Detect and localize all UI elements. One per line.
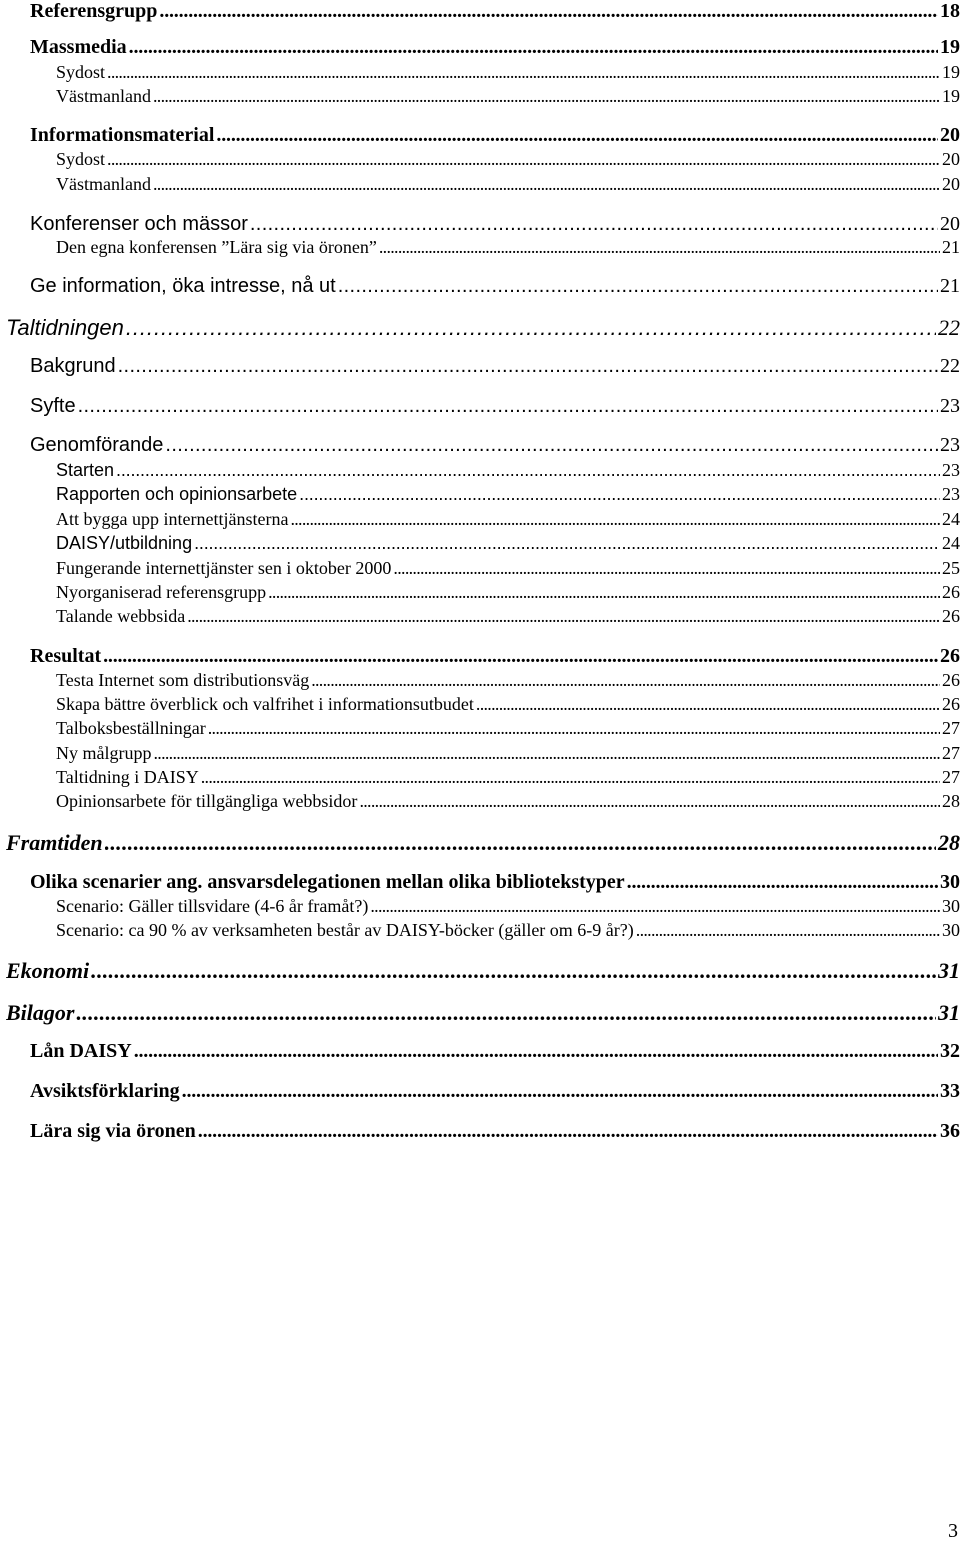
toc-entry-label: Sydost [56, 149, 106, 169]
dot-leader [76, 1000, 936, 1026]
toc-entry[interactable] [56, 670, 960, 691]
toc-entry[interactable] [6, 830, 960, 856]
toc-entry-label: Rapporten och opinionsarbete [56, 484, 298, 504]
toc-entry-page: 20 [940, 124, 960, 146]
toc-entry-label: Bilagor [6, 1000, 75, 1025]
toc-entry-label: Opinionsarbete för tillgängliga webbsidor [56, 791, 358, 811]
toc-entry-page: 28 [942, 791, 960, 811]
toc-entry-label: Lån DAISY [30, 1040, 132, 1062]
toc-entry[interactable] [30, 355, 960, 378]
toc-entry-page: 19 [942, 86, 960, 106]
toc-entry-label: Bakgrund [30, 355, 116, 377]
dot-leader [299, 484, 940, 505]
dot-leader [359, 791, 940, 812]
toc-entry-page: 23 [942, 484, 960, 504]
toc-entry-label: Ge information, öka intresse, nå ut [30, 275, 336, 297]
toc-entry[interactable] [30, 434, 960, 457]
toc-entry[interactable] [30, 213, 960, 236]
dot-leader [91, 958, 936, 984]
toc-entry-page: 27 [942, 767, 960, 787]
dot-leader [107, 62, 940, 83]
toc-entry-page: 21 [940, 275, 960, 297]
toc-entry[interactable] [56, 86, 960, 107]
toc-entry[interactable] [56, 694, 960, 715]
toc-entry-label: Den egna konferensen ”Lära sig via öronen” [56, 237, 377, 257]
dot-leader [103, 645, 938, 668]
toc-entry-page: 22 [938, 315, 960, 340]
dot-leader [165, 434, 938, 457]
toc-entry-page: 26 [940, 645, 960, 667]
toc-entry[interactable] [56, 718, 960, 739]
toc-entry[interactable] [30, 395, 960, 418]
toc-entry-page: 18 [940, 0, 960, 22]
page-number: 3 [948, 1520, 958, 1542]
dot-leader [250, 213, 938, 236]
toc-entry-label: Västmanland [56, 174, 151, 194]
toc-entry-page: 19 [942, 62, 960, 82]
toc-entry[interactable] [56, 920, 960, 941]
toc-entry[interactable] [30, 0, 960, 23]
toc-entry[interactable] [30, 645, 960, 668]
dot-leader [78, 395, 938, 418]
toc-entry[interactable] [56, 791, 960, 812]
toc-entry-page: 31 [938, 1000, 960, 1025]
toc-entry[interactable] [56, 509, 960, 530]
toc-entry[interactable] [56, 237, 960, 258]
toc-entry-page: 24 [942, 533, 960, 553]
dot-leader [187, 606, 940, 627]
dot-leader [636, 920, 940, 941]
toc-entry[interactable] [30, 1040, 960, 1063]
toc-entry-label: Fungerande internettjänster sen i oktober 2000 [56, 558, 392, 578]
toc-entry-page: 25 [942, 558, 960, 578]
toc-entry-label: Lära sig via öronen [30, 1120, 196, 1142]
toc-entry-page: 23 [940, 395, 960, 417]
dot-leader [379, 237, 940, 258]
dot-leader [105, 830, 936, 856]
toc-entry-label: Informationsmaterial [30, 124, 215, 146]
toc-entry-label: Olika scenarier ang. ansvarsdelegationen mellan olika bibliotekstyper [30, 871, 625, 893]
toc-entry-label: Genomförande [30, 434, 164, 456]
toc-entry-label: Skapa bättre överblick och valfrihet i informationsutbudet [56, 694, 474, 714]
toc-entry-label: Sydost [56, 62, 106, 82]
toc-entry-label: Massmedia [30, 36, 127, 58]
toc-entry-page: 19 [940, 36, 960, 58]
toc-entry[interactable] [56, 896, 960, 917]
toc-entry-page: 21 [942, 237, 960, 257]
toc-entry-label: Nyorganiserad referensgrupp [56, 582, 267, 602]
toc-entry[interactable] [56, 149, 960, 170]
dot-leader [201, 767, 940, 788]
toc-entry[interactable] [56, 533, 960, 554]
toc-entry-label: Syfte [30, 395, 76, 417]
toc-entry-label: Konferenser och mässor [30, 213, 248, 235]
dot-leader [153, 86, 940, 107]
dot-leader [208, 718, 940, 739]
toc-entry-page: 26 [942, 694, 960, 714]
toc-entry[interactable] [6, 958, 960, 984]
dot-leader [118, 355, 938, 378]
toc-entry-page: 20 [940, 213, 960, 235]
dot-leader [134, 1040, 938, 1063]
toc-entry-page: 30 [940, 871, 960, 893]
toc-entry-label: Referensgrupp [30, 0, 158, 22]
toc-entry-label: DAISY/utbildning [56, 533, 193, 553]
toc-entry[interactable] [56, 62, 960, 83]
dot-leader [116, 460, 940, 481]
toc-entry-label: Scenario: ca 90 % av verksamheten består av DAISY-böcker (gäller om 6-9 år?) [56, 920, 634, 940]
toc-entry[interactable] [56, 767, 960, 788]
toc-entry-label: Avsiktsförklaring [30, 1080, 180, 1102]
toc-entry-page: 30 [942, 920, 960, 940]
toc-entry[interactable] [30, 275, 960, 298]
toc-entry[interactable] [56, 743, 960, 764]
dot-leader [290, 509, 940, 530]
toc-entry-page: 24 [942, 509, 960, 529]
dot-leader [194, 533, 940, 554]
toc-entry-page: 27 [942, 718, 960, 738]
toc-entry-label: Västmanland [56, 86, 151, 106]
toc-entry-page: 26 [942, 582, 960, 602]
toc-entry[interactable] [56, 582, 960, 603]
dot-leader [476, 694, 940, 715]
toc-entry[interactable] [56, 606, 960, 627]
toc-entry-label: Talande webbsida [56, 606, 186, 626]
dot-leader [153, 743, 940, 764]
dot-leader [627, 871, 938, 894]
toc-entry-page: 26 [942, 670, 960, 690]
toc-entry-label: Ekonomi [6, 958, 90, 983]
toc-entry[interactable] [56, 174, 960, 195]
dot-leader [159, 0, 938, 23]
dot-leader [129, 36, 938, 59]
toc-entry[interactable] [30, 1120, 960, 1143]
toc-entry-label: Taltidning i DAISY [56, 767, 199, 787]
toc-entry[interactable] [30, 871, 960, 894]
toc-entry-label: Talboksbeställningar [56, 718, 206, 738]
dot-leader [216, 124, 938, 147]
toc-entry[interactable] [30, 124, 960, 147]
dot-leader [311, 670, 940, 691]
toc-entry-page: 20 [942, 149, 960, 169]
toc-entry-page: 27 [942, 743, 960, 763]
toc-entry-page: 23 [940, 434, 960, 456]
toc-entry[interactable] [30, 36, 960, 59]
toc-entry[interactable] [56, 460, 960, 481]
toc-entry-page: 20 [942, 174, 960, 194]
dot-leader [153, 174, 940, 195]
dot-leader [107, 149, 940, 170]
toc-entry-label: Resultat [30, 645, 102, 667]
dot-leader [126, 315, 936, 341]
toc-entry-page: 36 [940, 1120, 960, 1142]
toc-entry-page: 26 [942, 606, 960, 626]
toc-entry-page: 22 [940, 355, 960, 377]
toc-entry-page: 23 [942, 460, 960, 480]
toc-entry[interactable] [56, 558, 960, 579]
toc-entry-label: Ny målgrupp [56, 743, 152, 763]
toc-entry-page: 33 [940, 1080, 960, 1102]
dot-leader [338, 275, 938, 298]
dot-leader [182, 1080, 938, 1103]
toc-entry-label: Taltidningen [6, 315, 124, 340]
toc-entry[interactable] [30, 1080, 960, 1103]
toc-entry[interactable] [6, 315, 960, 341]
toc-entry-page: 28 [938, 830, 960, 855]
dot-leader [198, 1120, 938, 1143]
toc-entry-page: 32 [940, 1040, 960, 1062]
toc-entry-label: Testa Internet som distributionsväg [56, 670, 310, 690]
toc-entry-page: 30 [942, 896, 960, 916]
dot-leader [393, 558, 940, 579]
dot-leader [370, 896, 940, 917]
toc-entry[interactable] [56, 484, 960, 505]
toc-entry-page: 31 [938, 958, 960, 983]
toc-entry-label: Scenario: Gäller tillsvidare (4-6 år framåt?) [56, 896, 369, 916]
toc-entry-label: Att bygga upp internettjänsterna [56, 509, 289, 529]
toc-entry-label: Framtiden [6, 830, 103, 855]
toc-entry-label: Starten [56, 460, 115, 480]
toc-entry[interactable] [6, 1000, 960, 1026]
dot-leader [268, 582, 940, 603]
